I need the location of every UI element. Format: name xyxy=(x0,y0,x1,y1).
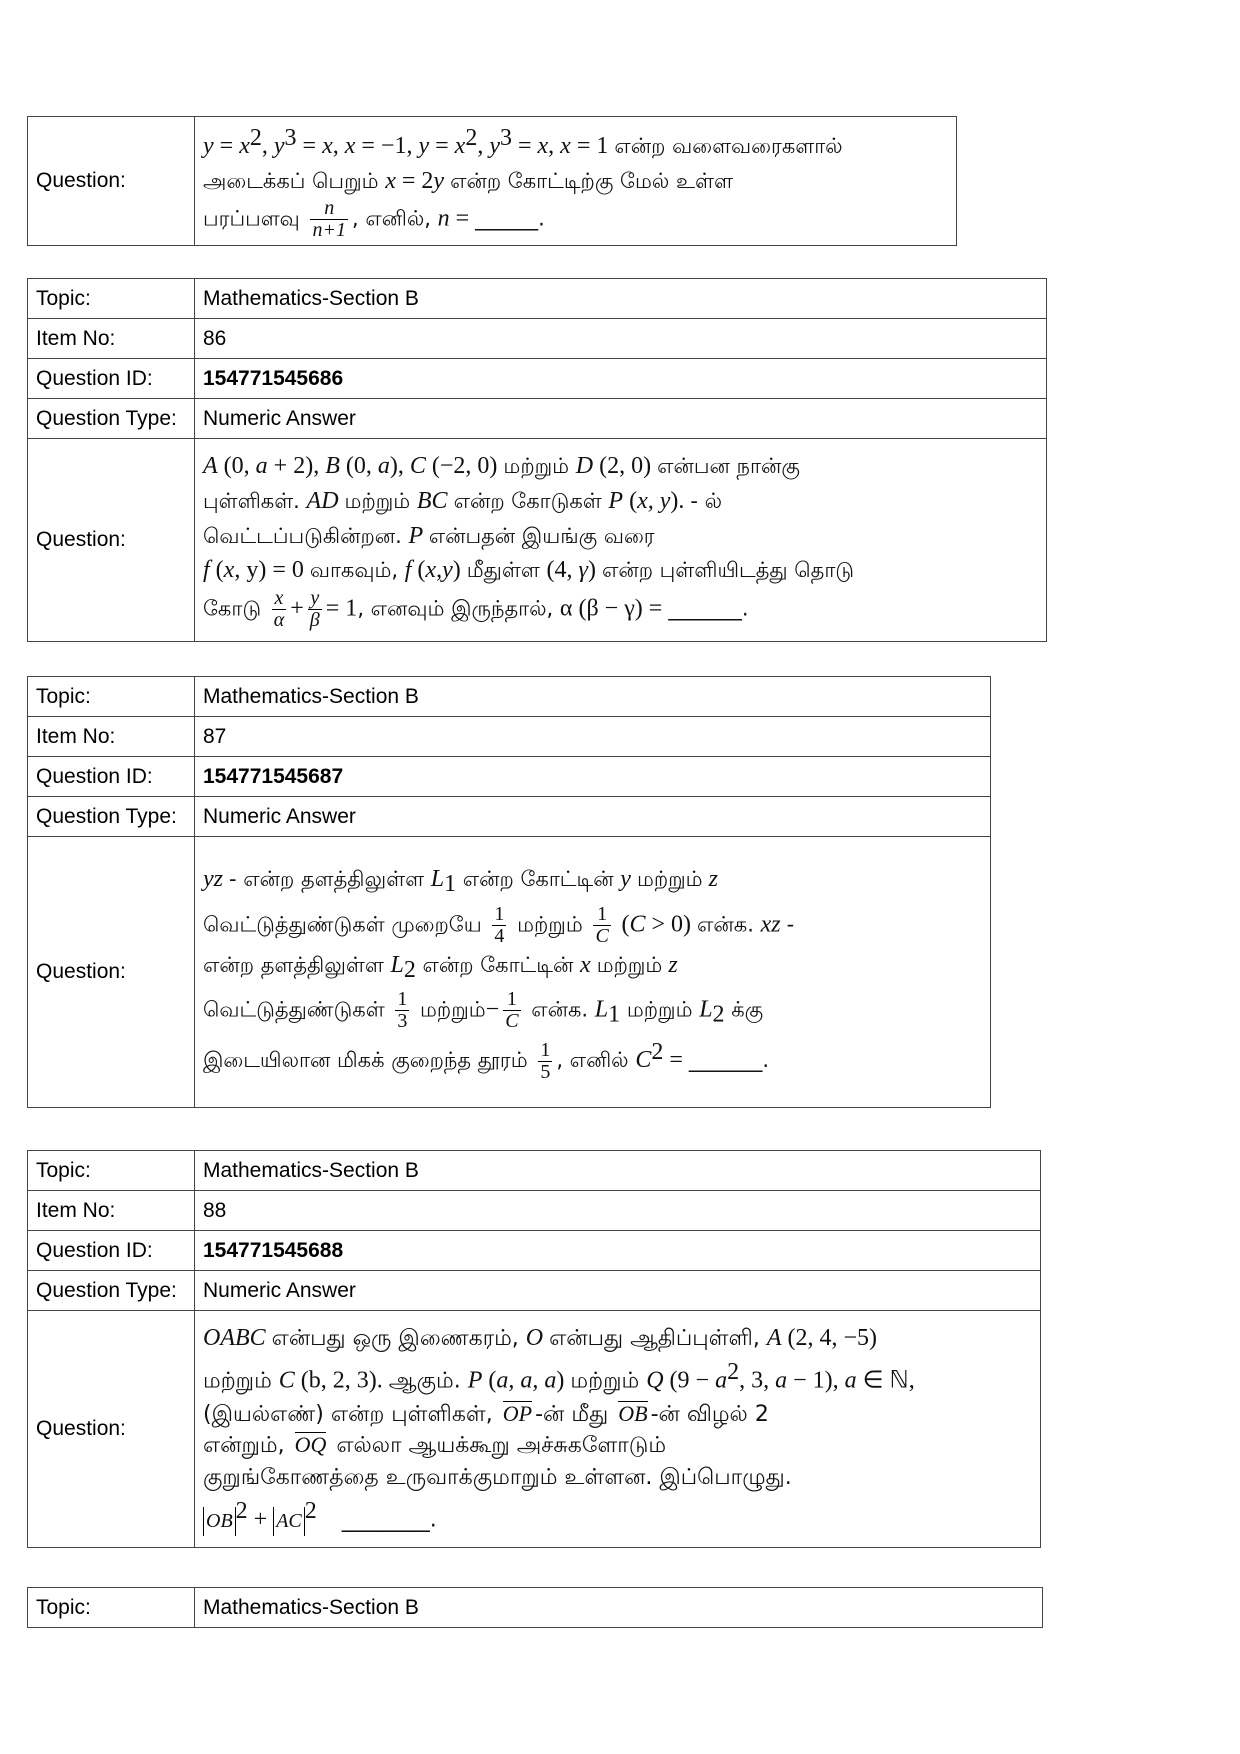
question-id-value: 154771545687 xyxy=(195,757,991,797)
topic-label: Topic: xyxy=(28,279,195,319)
question-line xyxy=(203,1399,1032,1431)
answer-blank: ________. xyxy=(341,1507,437,1533)
topic-value: Mathematics-Section B xyxy=(195,1588,1043,1628)
topic-label: Topic: xyxy=(28,1588,195,1628)
topic-value: Mathematics-Section B xyxy=(195,677,991,717)
question-line: வெட்டுத்துண்டுகள் முறையே $\frac{1}{4}$ மற்றும் $\frac{1}{C}$ (C > 0) என்க. xz - xyxy=(203,902,795,947)
question-text-run: பரப்பளவு xyxy=(203,206,300,231)
question-label: Question: xyxy=(28,439,195,642)
question-text-run: மற்றும் xyxy=(517,912,583,937)
question-type-label: Question Type: xyxy=(28,797,195,837)
topic-label: Topic: xyxy=(28,1151,195,1191)
topic-label: Topic: xyxy=(28,677,195,717)
question-id-label: Question ID: xyxy=(28,359,195,399)
fraction: $\frac{n}{n+1}$ xyxy=(312,197,346,242)
question-line: பரப்பளவு $\frac{n}{n+1}$ , எனில், n = ______. xyxy=(203,197,545,242)
magnitude: AC xyxy=(273,1507,305,1536)
vector: OB xyxy=(618,1400,648,1426)
question-text-run: வாகவும், xyxy=(309,558,399,583)
question-text-run: கோடு xyxy=(203,596,262,621)
item-no-value: 86 xyxy=(195,319,1047,359)
question-text-run: என்ற கோடுகள் xyxy=(453,488,602,513)
question-text-run: என்ற புள்ளியிடத்து தொடு xyxy=(601,558,855,583)
question-line: என்ற தளத்திலுள்ள $L_2$ என்ற கோட்டின் x மற்றும் z xyxy=(203,951,678,983)
question-text-run: என்பது ஒரு இணைகரம், xyxy=(271,1325,519,1351)
question-block-89 xyxy=(27,1587,1043,1628)
question-text-run: வெட்டுத்துண்டுகள் xyxy=(203,997,385,1022)
question-type-label: Question Type: xyxy=(28,399,195,439)
question-id-label: Question ID: xyxy=(28,1231,195,1271)
question-line: கோடு $\frac{x}{\alpha}$ + $\frac{y}{\beta}$ = 1, எனவும் இருந்தால், α (β − γ) = _______. xyxy=(203,587,749,632)
question-line: வெட்டப்படுகின்றன. P என்பதன் இயங்கு வரை xyxy=(203,522,655,549)
question-text-run: , எனவும் இருந்தால், xyxy=(357,596,554,621)
question-text-run: க்கு xyxy=(731,997,764,1022)
fraction: $\frac{1}{C}$ xyxy=(505,988,519,1033)
question-block-88 xyxy=(27,1150,1041,1548)
question-text-run: குறுங்கோணத்தை உருவாக்குமாறும் உள்ளன. இப்பொழுது. xyxy=(203,1465,792,1491)
question-block-87 xyxy=(27,676,991,1108)
vector: OQ xyxy=(294,1432,327,1458)
answer-blank: _______. xyxy=(668,596,749,621)
question-line: OABC என்பது ஒரு இணைகரம், O என்பது ஆதிப்புள்ளி, A (2, 4, −5) xyxy=(203,1324,878,1351)
question-text-run: அடைக்கப் பெறும் xyxy=(203,168,379,193)
question-line: புள்ளிகள். AD மற்றும் BC என்ற கோடுகள் P (x, y). - ல் xyxy=(203,487,723,514)
fraction: $\frac{y}{\beta}$ xyxy=(309,587,320,632)
item-no-value: 88 xyxy=(195,1191,1041,1231)
topic-value: Mathematics-Section B xyxy=(195,1151,1041,1191)
question-id-value: 154771545688 xyxy=(195,1231,1041,1271)
question-type-label: Question Type: xyxy=(28,1271,195,1311)
question-label: Question: xyxy=(28,837,195,1108)
question-text-run: , எனில், xyxy=(351,206,431,231)
question-label: Question: xyxy=(28,117,195,246)
question-text-run: , எனில் xyxy=(556,1048,629,1073)
item-no-label: Item No: xyxy=(28,1191,195,1231)
question-line: அடைக்கப் பெறும் x = 2y என்ற கோட்டிற்கு மேல் உள்ள xyxy=(203,167,733,194)
question-text-run: - xyxy=(786,912,795,937)
question-text-run: மற்றும் xyxy=(596,952,663,977)
question-text-run: என்றும், xyxy=(203,1433,285,1459)
question-line xyxy=(203,1430,1032,1462)
question-text-run: என்பதன் இயங்கு வரை xyxy=(428,523,655,548)
fraction: $\frac{1}{3}$ xyxy=(397,988,408,1033)
fraction: $\frac{1}{4}$ xyxy=(494,902,505,947)
question-type-value: Numeric Answer xyxy=(195,399,1047,439)
question-text-run: என்பன நான்கு xyxy=(657,453,800,478)
question-text-run: புள்ளிகள். xyxy=(203,488,300,513)
question-line: A (0, a + 2), B (0, a), C (−2, 0) மற்றும் D (2, 0) என்பன நான்கு xyxy=(203,452,800,479)
question-block-85 xyxy=(27,116,957,246)
question-type-value: Numeric Answer xyxy=(195,1271,1041,1311)
question-line: $y = x^2$, $y^3 = x$, x = −1, $y = x^2$, $y^3 = x$, x = 1 என்ற வளைவரைகளால் xyxy=(203,124,843,159)
question-block-86 xyxy=(27,278,1047,642)
question-text-run: என்ற கோட்டிற்கு மேல் உள்ள xyxy=(450,168,733,193)
item-no-value: 87 xyxy=(195,717,991,757)
vector: OP xyxy=(502,1400,533,1426)
question-text xyxy=(195,117,957,246)
question-text-run: மற்றும் xyxy=(626,997,693,1022)
question-text-run: என்பது ஆதிப்புள்ளி, xyxy=(549,1325,760,1351)
answer-blank: _______. xyxy=(688,1048,770,1073)
question-text xyxy=(195,439,1047,642)
question-line: இடையிலான மிகக் குறைந்த தூரம் $\frac{1}{5}$ , எனில் $C^2$ = _______. xyxy=(203,1038,770,1083)
fraction: $\frac{1}{5}$ xyxy=(540,1038,551,1083)
question-line: yz - என்ற தளத்திலுள்ள $L_1$ என்ற கோட்டின் y மற்றும் z xyxy=(203,866,718,898)
question-text xyxy=(195,837,991,1108)
question-text-run: என்க. xyxy=(531,997,589,1022)
question-text-run: மற்றும் xyxy=(203,1368,272,1394)
question-line xyxy=(203,1462,1032,1494)
question-text-run: வெட்டப்படுகின்றன. xyxy=(203,523,402,548)
question-text-run: மற்றும் xyxy=(636,867,703,892)
question-text-run: என்ற வளைவரைகளால் xyxy=(614,133,843,158)
topic-value: Mathematics-Section B xyxy=(195,279,1047,319)
question-text-run: மற்றும் xyxy=(503,453,570,478)
question-line: மற்றும் C (b, 2, 3). ஆகும். P (a, a, a) மற்றும் Q ($9 - a^2$, 3, a − 1), a ∈ ℕ, xyxy=(203,1359,915,1394)
question-text-run: என்ற தளத்திலுள்ள xyxy=(203,952,384,977)
question-text-run: வெட்டுத்துண்டுகள் முறையே xyxy=(203,912,482,937)
question-id-value: 154771545686 xyxy=(195,359,1047,399)
question-text-run: - என்ற தளத்திலுள்ள xyxy=(229,867,425,892)
question-line: வெட்டுத்துண்டுகள் $\frac{1}{3}$ மற்றும்− $\frac{1}{C}$ என்க. $L_1$ மற்றும் $L_2$ க்கு xyxy=(203,988,764,1033)
question-text-run: (இயல்எண்) என்ற புள்ளிகள், xyxy=(203,1401,493,1427)
question-line: OB $^2$ + AC $^2$ ________. xyxy=(203,1494,1032,1537)
question-text-run: இடையிலான மிகக் குறைந்த தூரம் xyxy=(203,1048,528,1073)
fraction: $\frac{x}{\alpha}$ xyxy=(273,587,285,632)
question-text-run: எல்லா ஆயக்கூறு அச்சுகளோடும் xyxy=(336,1433,667,1459)
fraction: $\frac{1}{C}$ xyxy=(595,902,609,947)
question-text-run: -ன் மீது xyxy=(535,1401,609,1427)
question-text-run: மற்றும் xyxy=(344,488,411,513)
item-no-label: Item No: xyxy=(28,319,195,359)
question-text-run: என்ற கோட்டின் xyxy=(422,952,574,977)
question-text-run: என்க. xyxy=(697,912,754,937)
question-text xyxy=(195,1311,1041,1548)
question-label: Question: xyxy=(28,1311,195,1548)
answer-blank: ______. xyxy=(475,206,545,231)
question-text-run: மீதுள்ள xyxy=(466,558,540,583)
question-id-label: Question ID: xyxy=(28,757,195,797)
question-text-run: மற்றும் xyxy=(420,997,486,1022)
question-text-run: ஆகும். xyxy=(388,1368,461,1394)
question-line: f (x, y) = 0 வாகவும், f (x,y) மீதுள்ள (4, γ) என்ற புள்ளியிடத்து தொடு xyxy=(203,557,855,584)
item-no-label: Item No: xyxy=(28,717,195,757)
question-type-value: Numeric Answer xyxy=(195,797,991,837)
question-text-run: - ல் xyxy=(690,488,723,513)
question-text-run: மற்றும் xyxy=(570,1368,640,1394)
question-text-run: என்ற கோட்டின் xyxy=(462,867,614,892)
magnitude: OB xyxy=(203,1507,236,1536)
question-text-run: -ன் விழல் 2 xyxy=(650,1401,769,1427)
